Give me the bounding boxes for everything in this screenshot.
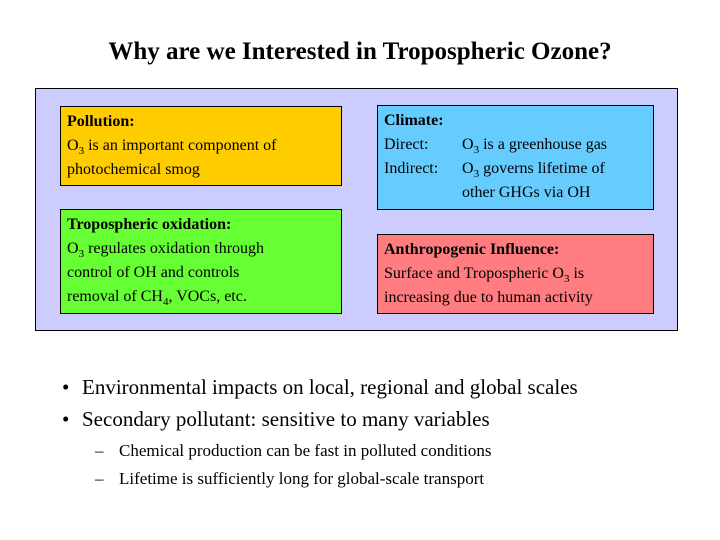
bullet-item [62, 403, 578, 435]
climate-indirect-line [384, 157, 647, 181]
oxidation-line-2: control of OH and controls [67, 264, 240, 281]
anthropogenic-line-2: increasing due to human activity [384, 289, 593, 306]
climate-indirect-label: Indirect: [384, 160, 439, 177]
oxidation-line-1-subscript: 3 [78, 248, 85, 260]
anthropogenic-line-1-subscript: 3 [563, 273, 570, 285]
climate-direct-line [384, 133, 647, 157]
sub-bullet-item [95, 465, 492, 493]
climate-direct-label: Direct: [384, 136, 429, 153]
climate-indirect-text: O [462, 160, 474, 177]
oxidation-line-3-text: removal of CH [67, 288, 163, 305]
pollution-heading: Pollution: [67, 113, 135, 130]
pollution-line-1-subscript: 3 [78, 145, 85, 157]
bullet-list [62, 371, 578, 435]
climate-direct-subscript: 3 [473, 144, 480, 156]
oxidation-line-3-rest: , VOCs, etc. [168, 288, 247, 305]
pollution-line-1-text: O [67, 137, 79, 154]
climate-indirect-continuation: other GHGs via OH [462, 184, 591, 201]
bullet-icon: • [62, 375, 70, 399]
oxidation-line-3 [67, 285, 335, 309]
sub-bullet-list [95, 437, 492, 493]
anthropogenic-line-1-rest: is [569, 265, 585, 282]
climate-direct-rest: is a greenhouse gas [479, 136, 608, 153]
anthropogenic-box [377, 234, 654, 314]
pollution-line-1-rest: is an important component of [84, 137, 277, 154]
pollution-box [60, 106, 342, 186]
pollution-line-1 [67, 134, 335, 158]
oxidation-line-1 [67, 237, 335, 261]
anthropogenic-heading: Anthropogenic Influence: [384, 241, 560, 258]
climate-box [377, 105, 654, 210]
bullet-text: Secondary pollutant: sensitive to many variables [82, 407, 490, 431]
sub-bullet-item [95, 437, 492, 465]
anthropogenic-line-1-text: Surface and Tropospheric O [384, 265, 564, 282]
bullet-item [62, 371, 578, 403]
dash-icon: – [95, 441, 104, 460]
climate-indirect-rest: governs lifetime of [479, 160, 605, 177]
sub-bullet-text: Lifetime is sufficiently long for global-scale transport [119, 469, 485, 488]
sub-bullet-text: Chemical production can be fast in polluted conditions [119, 441, 492, 460]
slide-title: Why are we Interested in Tropospheric Ozone? [108, 38, 612, 65]
oxidation-line-1-text: O [67, 240, 79, 257]
anthropogenic-line-1 [384, 262, 647, 286]
climate-direct-text: O [462, 136, 474, 153]
pollution-line-2: photochemical smog [67, 161, 200, 178]
oxidation-line-3-subscript: 4 [162, 296, 169, 308]
bullet-text: Environmental impacts on local, regional and global scales [82, 375, 578, 399]
oxidation-line-1-rest: regulates oxidation through [84, 240, 265, 257]
climate-indirect-subscript: 3 [473, 168, 480, 180]
oxidation-box [60, 209, 342, 314]
bullet-icon: • [62, 407, 70, 431]
climate-heading: Climate: [384, 112, 444, 129]
oxidation-heading: Tropospheric oxidation: [67, 216, 232, 233]
dash-icon: – [95, 469, 104, 488]
